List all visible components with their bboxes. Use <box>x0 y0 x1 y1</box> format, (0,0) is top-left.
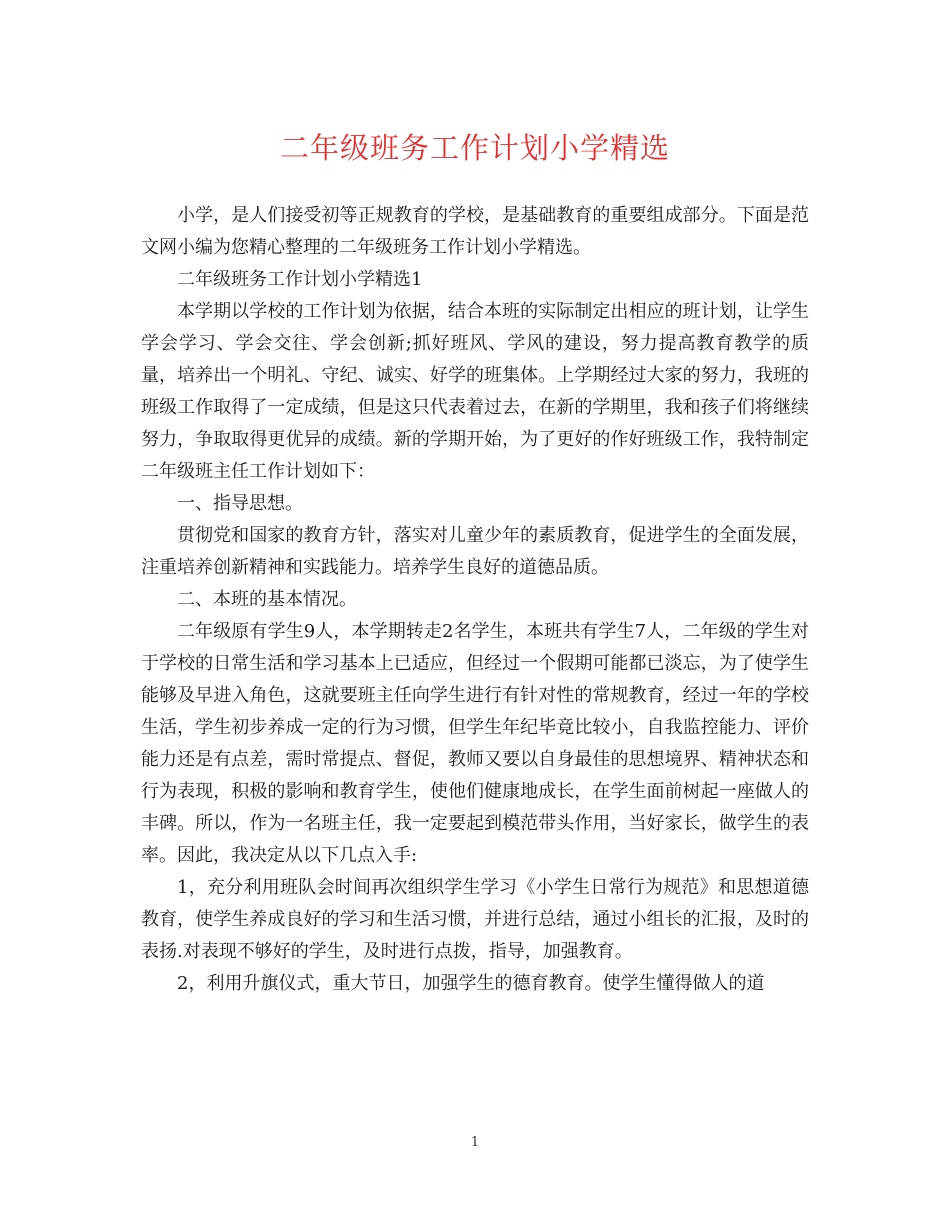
section-heading: 一、指导思想。 <box>177 493 303 514</box>
section-heading: 二、本班的基本情况。 <box>177 589 357 610</box>
page-number: 1 <box>470 1135 480 1150</box>
paragraph: 二年级原有学生9人，本学期转走2名学生，本班共有学生7人，二年级的学生对于学校的日常生活和学习基本上已适应，但经过一个假期可能都已淡忘，为了使学生能够及早进入角色，这就要班主任向学生进行有针对性的常规教育，经过一年的学校生活，学生初步养成一定的行为习惯，但学生年纪毕竟比较小，自我监控能力、评价能力还是有点差，需时常提点、督促，教师又要以自身最佳的思想境界、精神状态和行为表现，积极的影响和教育学生，使他们健康地成长，在学生面前树起一座做人的丰碑。所以，作为一名班主任，我一定要起到模范带头作用，当好家长，做学生的表率。因此，我决定从以下几点入手: <box>141 621 809 866</box>
paragraph: 本学期以学校的工作计划为依据，结合本班的实际制定出相应的班计划，让学生学会学习、学会交往、学会创新;抓好班风、学风的建设，努力提高教育教学的质量，培养出一个明礼、守纪、诚实、好学的班集体。上学期经过大家的努力，我班的班级工作取得了一定成绩，但是这只代表着过去，在新的学期里，我和孩子们将继续努力，争取取得更优异的成绩。新的学期开始，为了更好的作好班级工作，我特制定二年级班主任工作计划如下： <box>141 301 809 482</box>
document-title: 二年级班务工作计划小学精选 <box>279 131 670 165</box>
section-heading: 二年级班务工作计划小学精选1 <box>177 269 423 290</box>
paragraph: 贯彻党和国家的教育方针，落实对儿童少年的素质教育，促进学生的全面发展，注重培养创新精神和实践能力。培养学生良好的道德品质。 <box>141 525 809 578</box>
paragraph: 1，充分利用班队会时间再次组织学生学习《小学生日常行为规范》和思想道德教育，使学生养成良好的学习和生活习惯，并进行总结，通过小组长的汇报，及时的表扬.对表现不够好的学生，及时进行点拨，指导，加强教育。 <box>141 877 809 962</box>
paragraph: 小学，是人们接受初等正规教育的学校，是基础教育的重要组成部分。下面是范文网小编为您精心整理的二年级班务工作计划小学精选。 <box>141 205 809 258</box>
document-body <box>141 200 809 1000</box>
paragraph: 2，利用升旗仪式，重大节日，加强学生的德育教育。使学生懂得做人的道 <box>177 973 765 994</box>
